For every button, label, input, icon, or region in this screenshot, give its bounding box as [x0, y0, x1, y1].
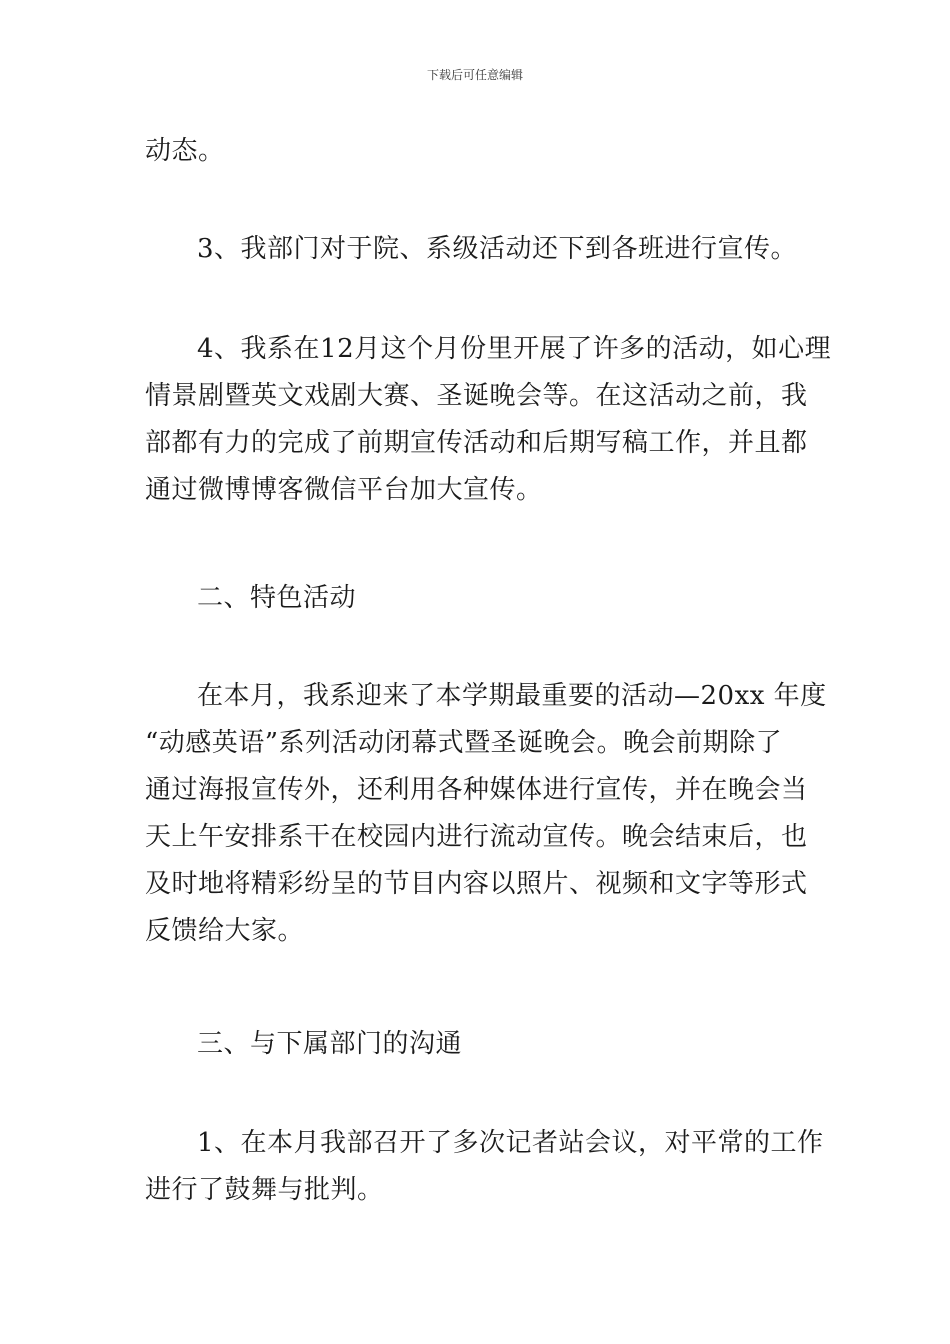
text-line: 动态。: [145, 136, 225, 166]
section-heading-3: [145, 1021, 807, 1068]
paragraph-item-3: [145, 226, 807, 273]
text-line: “动感英语”系列活动闭幕式暨圣诞晚会。晚会前期除了: [145, 728, 783, 758]
text-line: 在本月，我系迎来了本学期最重要的活动—20xx 年度: [197, 681, 827, 711]
text-line: 情景剧暨英文戏剧大赛、圣诞晚会等。在这活动之前，我: [145, 381, 808, 411]
text-line: 3、我部门对于院、系级活动还下到各班进行宣传。: [197, 234, 798, 264]
text-line: 部都有力的完成了前期宣传活动和后期写稿工作，并且都: [145, 428, 808, 458]
text-line: 4、我系在12月这个月份里开展了许多的活动，如心理: [197, 334, 832, 364]
paragraph-item-4: [145, 326, 832, 514]
page-header: 下载后可任意编辑: [426, 68, 523, 82]
section-heading-text: 二、特色活动: [197, 583, 357, 613]
text-line: 通过微博博客微信平台加大宣传。: [145, 475, 543, 505]
paragraph-continuation: [145, 128, 807, 175]
text-line: 反馈给大家。: [145, 916, 305, 946]
text-line: 通过海报宣传外，还利用各种媒体进行宣传，并在晚会当: [145, 775, 808, 805]
paragraph-featured-activity: [145, 673, 827, 955]
section-heading-text: 三、与下属部门的沟通: [197, 1029, 463, 1059]
text-line: 及时地将精彩纷呈的节目内容以照片、视频和文字等形式: [145, 869, 808, 899]
text-line: 1、在本月我部召开了多次记者站会议，对平常的工作: [197, 1128, 824, 1158]
text-line: 进行了鼓舞与批判。: [145, 1175, 384, 1205]
section-heading-2: [145, 575, 807, 622]
paragraph-item-1: [145, 1120, 824, 1214]
text-line: 天上午安排系干在校园内进行流动宣传。晚会结束后，也: [145, 822, 808, 852]
